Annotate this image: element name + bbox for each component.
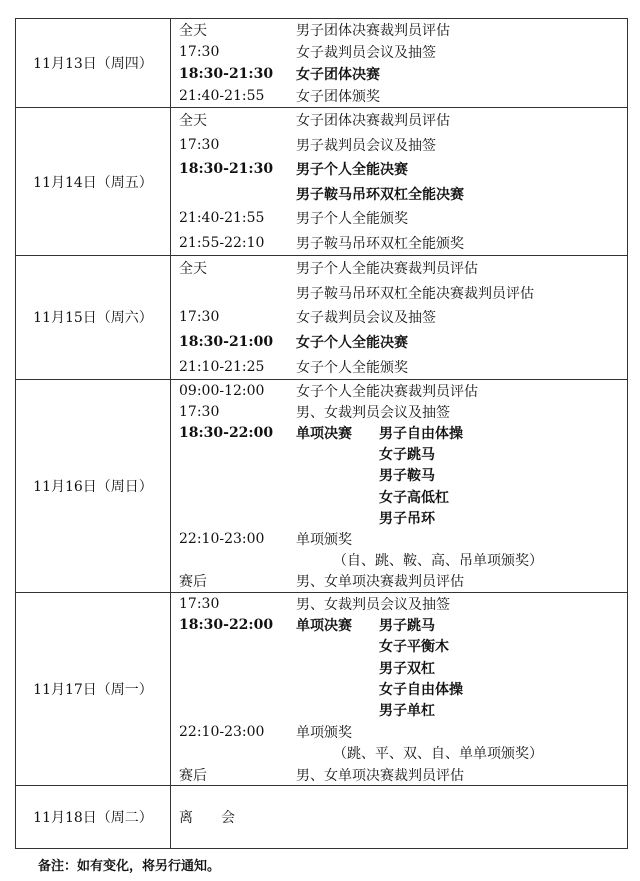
events-cell	[171, 19, 628, 108]
event-line	[171, 614, 627, 635]
event-time: 18:30-21:00	[179, 334, 274, 351]
event-line	[171, 354, 627, 379]
event-time: 18:30-22:00	[179, 424, 274, 441]
event-line	[171, 401, 627, 422]
event-name: 单项决赛	[296, 617, 352, 634]
event-line	[171, 422, 627, 443]
event-line	[171, 256, 627, 281]
event-line	[171, 330, 627, 355]
event-time: 全天	[179, 261, 207, 278]
event-time: 17:30	[179, 595, 220, 612]
event-sub-item: 男子吊环	[379, 510, 435, 527]
event-line	[171, 206, 627, 231]
event-name: 男子鞍马吊环双杠全能颁奖	[296, 235, 464, 252]
event-time: 全天	[179, 113, 207, 130]
event-sub-item: 男子单杠	[379, 703, 435, 720]
event-line	[171, 636, 627, 657]
event-time: 22:10-23:00	[179, 723, 265, 740]
event-line	[171, 486, 627, 507]
event-name: 男、女裁判员会议及抽签	[296, 404, 450, 421]
event-time: 21:40-21:55	[179, 88, 265, 104]
event-name: 男子个人全能决赛裁判员评估	[296, 261, 478, 278]
event-name: 女子团体决赛	[296, 67, 380, 83]
schedule-row	[16, 786, 628, 849]
event-time: 赛后	[179, 767, 207, 784]
event-time: 18:30-21:30	[179, 161, 274, 178]
event-line	[171, 465, 627, 486]
footnote: 备注：如有变化，将另行通知。	[38, 859, 221, 874]
event-line	[171, 133, 627, 158]
event-line	[171, 182, 627, 207]
event-time: 21:40-21:55	[179, 210, 265, 227]
event-time: 18:30-21:30	[179, 66, 274, 82]
event-name: 男、女单项决赛裁判员评估	[296, 574, 464, 591]
date-cell: 11月17日（周一）	[16, 592, 171, 786]
event-line	[171, 678, 627, 699]
event-sub-item: 男子自由体操	[379, 425, 463, 442]
event-time: 全天	[179, 23, 207, 39]
event-name: 男、女单项决赛裁判员评估	[296, 767, 464, 784]
event-line	[171, 63, 627, 85]
event-line	[171, 281, 627, 306]
event-name: 女子个人全能决赛	[296, 335, 408, 352]
event-name: 女子团体决赛裁判员评估	[296, 113, 450, 130]
event-sub-item: 男子双杠	[379, 660, 435, 677]
event-sub-item: 男子鞍马	[379, 468, 435, 485]
event-time: 赛后	[179, 574, 207, 591]
event-line	[171, 108, 627, 133]
date-cell: 11月15日（周六）	[16, 256, 171, 380]
event-name: 女子裁判员会议及抽签	[296, 310, 436, 327]
event-line	[171, 444, 627, 465]
schedule-row	[16, 256, 628, 380]
event-line	[171, 721, 627, 742]
schedule-row	[16, 19, 628, 108]
event-note: （跳、平、双、自、单单项颁奖）	[333, 746, 543, 763]
event-line	[171, 786, 627, 848]
date-cell: 11月16日（周日）	[16, 379, 171, 592]
date-cell: 11月14日（周五）	[16, 108, 171, 256]
event-line	[171, 85, 627, 107]
event-line	[171, 657, 627, 678]
event-time: 离 会	[179, 810, 235, 827]
event-note: （自、跳、鞍、高、吊单项颁奖）	[333, 553, 543, 570]
event-time: 17:30	[179, 136, 220, 153]
event-line	[171, 700, 627, 721]
event-name: 女子团体颁奖	[296, 89, 380, 105]
event-name: 男子裁判员会议及抽签	[296, 137, 436, 154]
event-name: 单项颁奖	[296, 531, 352, 548]
event-name: 单项决赛	[296, 425, 352, 442]
date-cell: 11月13日（周四）	[16, 19, 171, 108]
event-line	[171, 571, 627, 592]
event-line	[171, 157, 627, 182]
event-time: 18:30-22:00	[179, 616, 274, 633]
event-time: 17:30	[179, 309, 220, 326]
event-name: 单项颁奖	[296, 724, 352, 741]
event-time: 17:30	[179, 403, 220, 420]
event-line	[171, 764, 627, 785]
event-name: 女子裁判员会议及抽签	[296, 45, 436, 61]
events-cell	[171, 592, 628, 786]
schedule-table	[15, 18, 628, 849]
event-name: 男子鞍马吊环双杠全能决赛裁判员评估	[296, 285, 534, 302]
event-sub-item: 女子跳马	[379, 447, 435, 464]
event-sub-item: 男子跳马	[379, 617, 435, 634]
event-name: 男子个人全能颁奖	[296, 211, 408, 228]
events-cell	[171, 786, 628, 849]
event-line	[171, 507, 627, 528]
event-name: 男、女裁判员会议及抽签	[296, 596, 450, 613]
event-time: 22:10-23:00	[179, 530, 265, 547]
events-cell	[171, 379, 628, 592]
event-name: 男子个人全能决赛	[296, 162, 408, 179]
event-time: 21:55-22:10	[179, 234, 265, 251]
event-line	[171, 528, 627, 549]
date-cell: 11月18日（周二）	[16, 786, 171, 849]
event-time: 17:30	[179, 44, 220, 60]
event-sub-item: 女子平衡木	[379, 639, 449, 656]
event-sub-item: 女子高低杠	[379, 489, 449, 506]
event-sub-item: 女子自由体操	[379, 682, 463, 699]
schedule-row	[16, 592, 628, 786]
event-line	[171, 380, 627, 401]
event-line	[171, 549, 627, 570]
events-cell	[171, 256, 628, 380]
event-name: 男子鞍马吊环双杠全能决赛	[296, 186, 464, 203]
event-line	[171, 593, 627, 614]
event-time: 09:00-12:00	[179, 382, 265, 399]
event-time: 21:10-21:25	[179, 358, 265, 375]
event-line	[171, 19, 627, 41]
event-name: 女子个人全能颁奖	[296, 359, 408, 376]
schedule-row	[16, 108, 628, 256]
event-line	[171, 305, 627, 330]
event-name: 男子团体决赛裁判员评估	[296, 23, 450, 39]
schedule-row	[16, 379, 628, 592]
event-line	[171, 41, 627, 63]
event-line	[171, 231, 627, 256]
event-name: 女子个人全能决赛裁判员评估	[296, 383, 478, 400]
event-line	[171, 743, 627, 764]
events-cell	[171, 108, 628, 256]
